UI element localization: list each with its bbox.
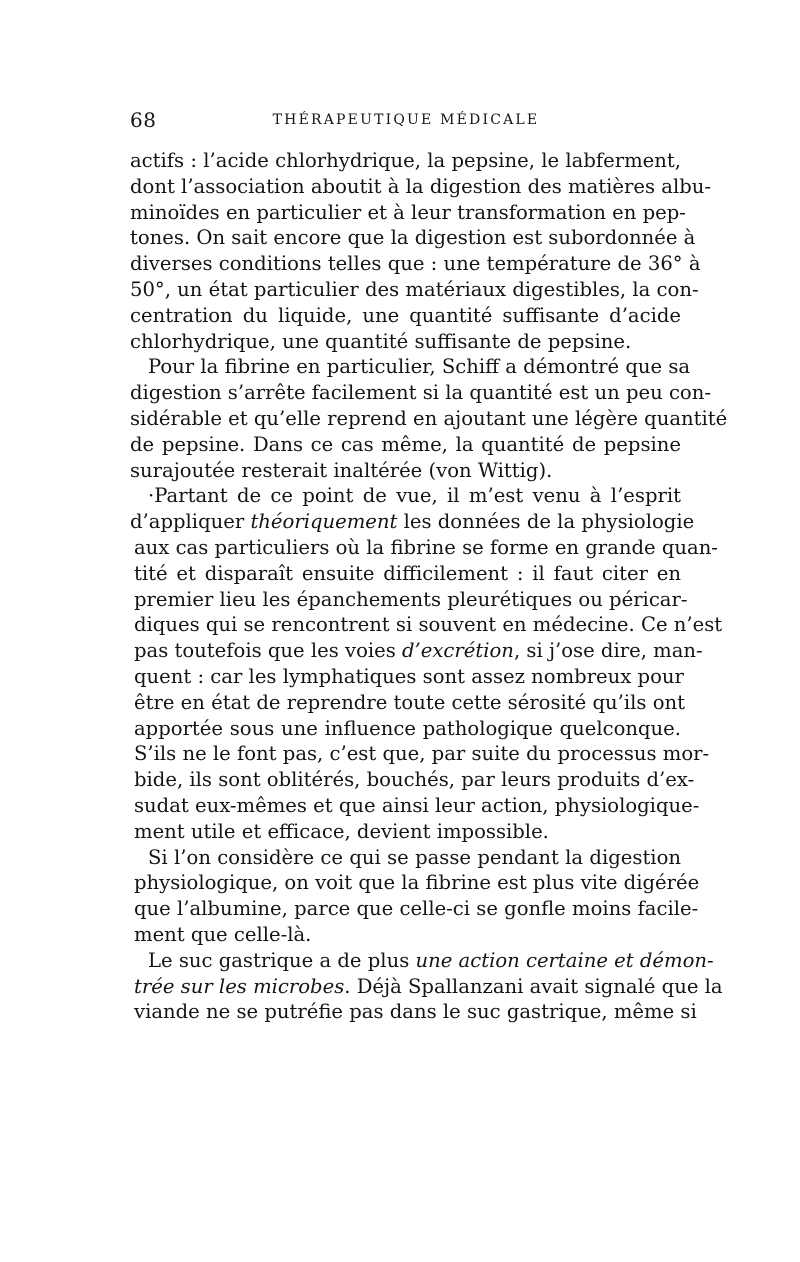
text-segment: dont l’association aboutit à la digestion des matières albu- (130, 174, 712, 198)
text-segment: premier lieu les épanchements pleurétiques ou péricar- (134, 587, 688, 611)
text-line (130, 612, 723, 638)
text-segment: pas toutefois que les voies (134, 639, 403, 663)
text-line (130, 174, 712, 200)
text-line (130, 638, 703, 664)
page-number: 68 (130, 108, 157, 132)
text-segment: minoïdes en particulier et à leur transformation en pep- (130, 200, 686, 224)
text-segment: apportée sous une influence pathologique quelconque. (134, 716, 681, 740)
text-line (130, 793, 700, 819)
text-segment: que l’albumine, parce que celle-ci se gonfle moins facile- (134, 897, 699, 921)
text-line (130, 587, 688, 613)
italic-text: théoriquement (250, 510, 398, 534)
text-segment: tones. On sait encore que la digestion est subordonnée à (130, 226, 696, 250)
text-line (130, 948, 714, 974)
text-line (130, 535, 718, 561)
text-line (130, 561, 681, 587)
text-segment: digestion s’arrête facilement si la quantité est un peu con- (130, 381, 711, 405)
text-line (130, 148, 681, 174)
text-line (130, 845, 681, 871)
italic-text: une action certaine et démon- (415, 948, 714, 972)
text-line (130, 354, 691, 380)
text-segment: tité et disparaît ensuite difficilement : il faut citer en (134, 561, 681, 585)
text-segment: d’appliquer (130, 510, 251, 534)
text-segment: . Déjà Spallanzani avait signalé que la (344, 974, 723, 998)
text-line (130, 664, 684, 690)
text-line (130, 690, 685, 716)
text-segment: les données de la physiologie (397, 510, 695, 534)
text-line (130, 329, 681, 355)
text-line (130, 716, 681, 742)
text-line (130, 767, 695, 793)
text-segment: 50°, un état particulier des matériaux digestibles, la con- (130, 277, 699, 301)
text-line (130, 380, 711, 406)
text-segment: sudat eux-mêmes et que ainsi leur action, physiologique- (134, 793, 700, 817)
text-line (130, 303, 681, 329)
text-segment: actifs : l’acide chlorhydrique, la pepsine, le labferment, (130, 149, 681, 172)
text-line (130, 999, 697, 1025)
text-segment: bide, ils sont oblitérés, bouchés, par leurs produits d’ex- (134, 768, 695, 792)
running-head (130, 108, 682, 138)
text-line (130, 225, 696, 251)
italic-text: trée sur les microbes (134, 974, 345, 998)
text-segment: diverses conditions telles que : une température de 36° à (130, 252, 701, 276)
text-segment: ·Partant de ce point de vue, il m’est venu à l’esprit (148, 484, 681, 508)
text-segment: ment utile et efficace, devient impossible. (134, 819, 549, 843)
text-segment: S’ils ne le font pas, c’est que, par suite du processus mor- (134, 742, 710, 766)
text-segment: , si j’ose dire, man- (513, 639, 703, 663)
text-segment: ment que celle-là. (134, 922, 312, 946)
text-segment: centration du liquide, une quantité suffisante d’acide (130, 303, 681, 327)
text-segment: viande ne se putréfie pas dans le suc gastrique, même si (134, 1000, 697, 1024)
text-segment: quent : car les lymphatiques sont assez nombreux pour (134, 664, 684, 688)
body-text (130, 148, 728, 1025)
text-line (130, 870, 700, 896)
text-line (130, 819, 681, 845)
text-line (130, 406, 728, 432)
text-line (130, 741, 710, 767)
running-title: THÉRAPEUTIQUE MÉDICALE (272, 112, 540, 128)
text-segment: chlorhydrique, une quantité suffisante de pepsine. (130, 329, 632, 353)
text-segment: diques qui se rencontrent si souvent en médecine. Ce n’est (134, 613, 723, 637)
text-segment: surajoutée resterait inaltérée (von Wittig). (130, 458, 553, 482)
text-segment: être en état de reprendre toute cette sérosité qu’ils ont (134, 690, 685, 714)
text-line (130, 277, 699, 303)
text-segment: Le suc gastrique a de plus (148, 948, 416, 972)
text-line (130, 458, 681, 484)
text-line (130, 896, 699, 922)
text-line (130, 432, 681, 458)
text-segment: de pepsine. Dans ce cas même, la quantité de pepsine (130, 432, 681, 456)
text-segment: aux cas particuliers où la fibrine se forme en grande quan- (134, 535, 718, 559)
text-line (130, 922, 681, 948)
text-segment: Si l’on considère ce qui se passe pendant la digestion (148, 845, 681, 869)
text-line (130, 509, 695, 535)
text-segment: Pour la fibrine en particulier, Schiff a démontré que sa (148, 355, 691, 379)
text-segment: physiologique, on voit que la fibrine est plus vite digérée (134, 871, 700, 895)
text-segment: sidérable et qu’elle reprend en ajoutant une légère quantité (130, 406, 728, 430)
text-line (130, 974, 723, 1000)
text-line (130, 251, 701, 277)
italic-text: d’excrétion (402, 639, 514, 663)
text-line (130, 483, 681, 509)
text-line (130, 200, 686, 226)
